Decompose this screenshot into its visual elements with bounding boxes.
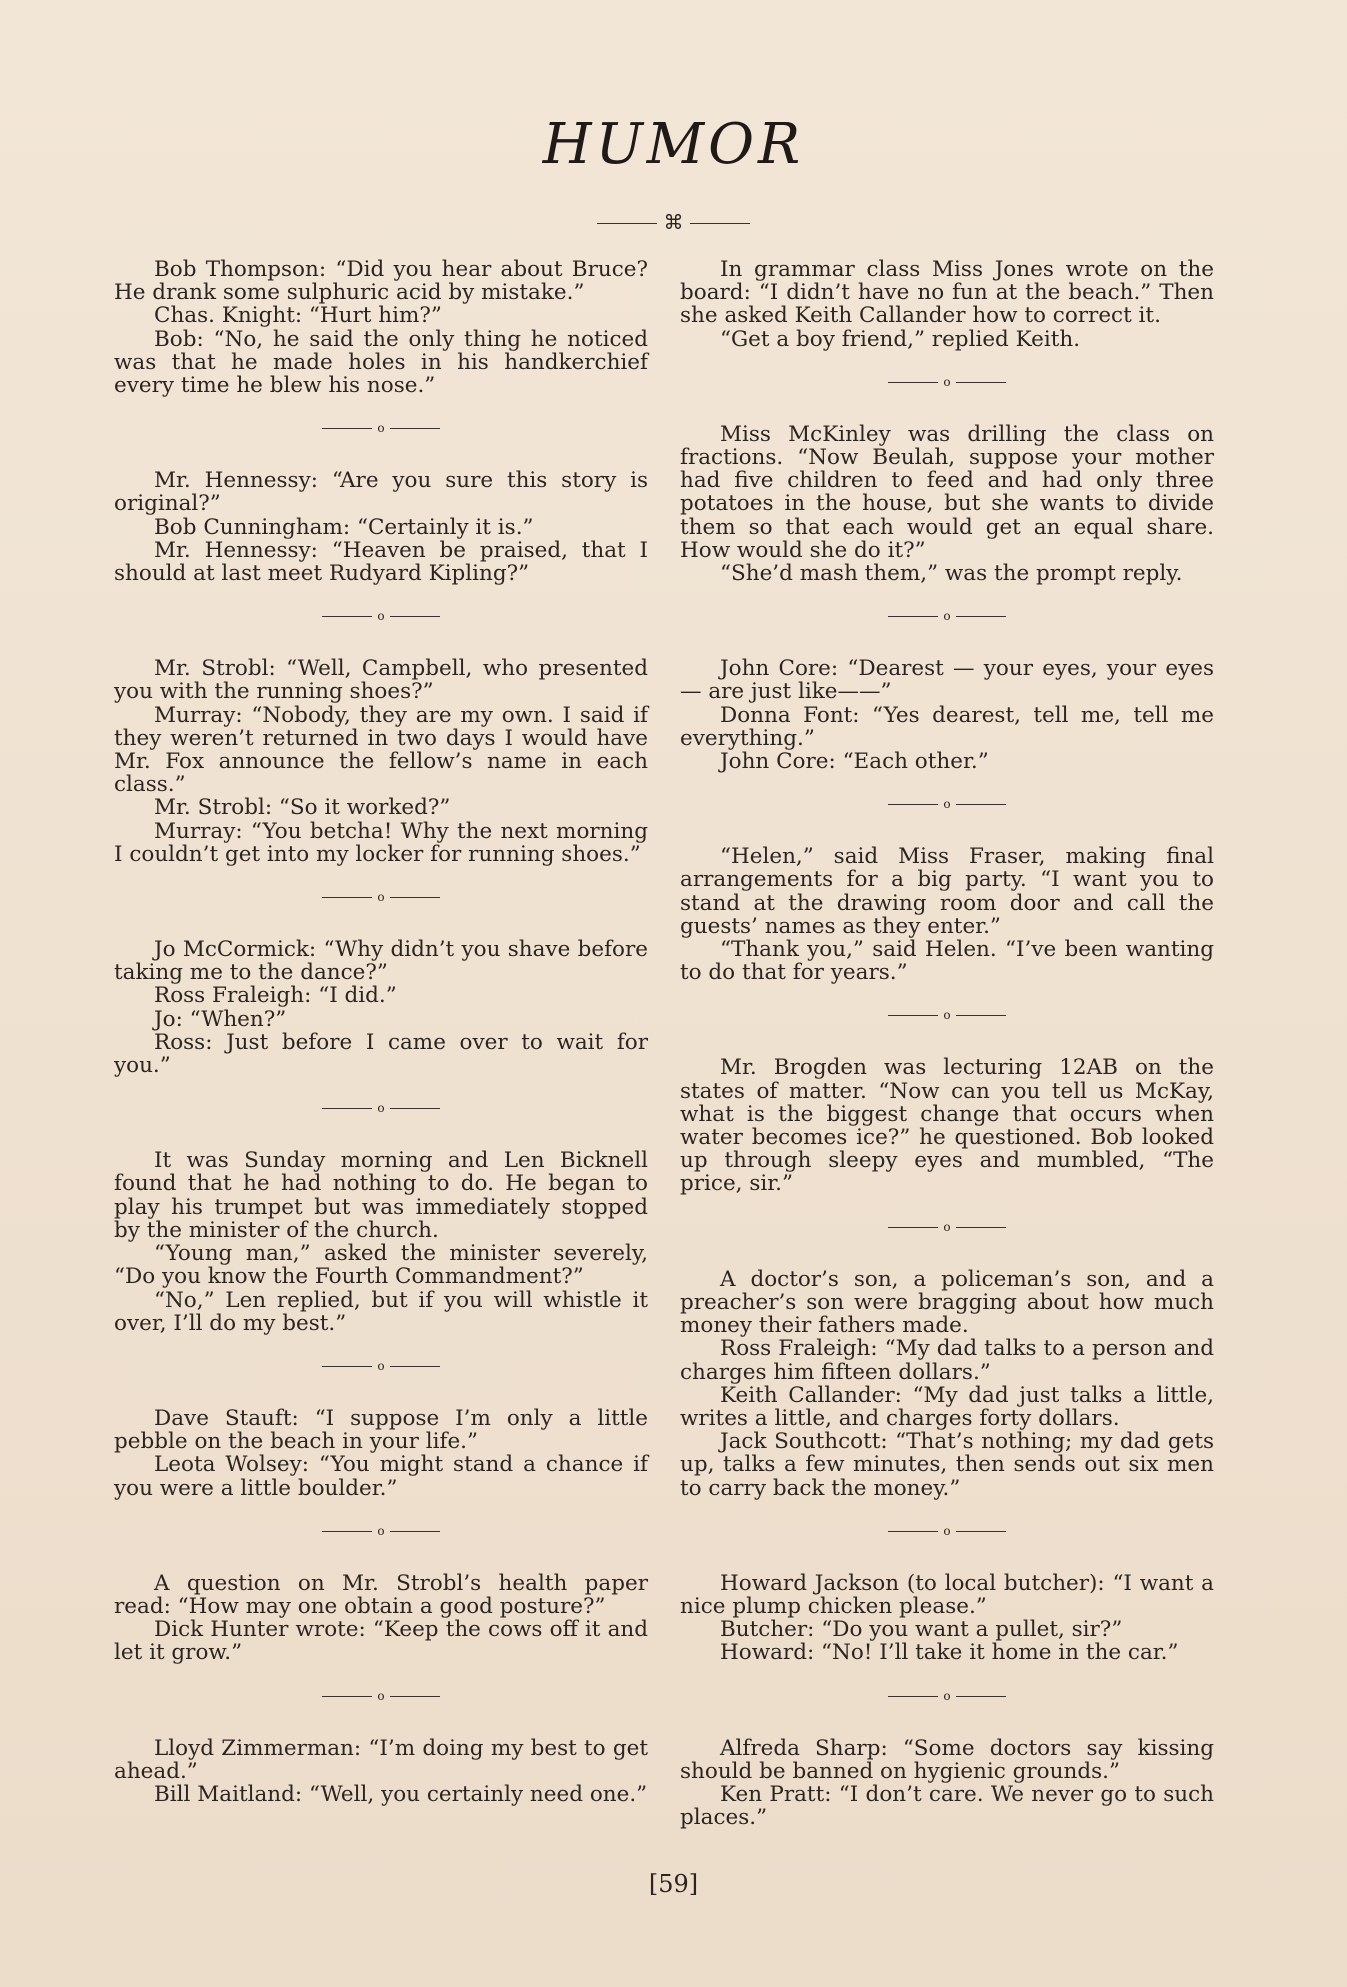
joke-item — [680, 1572, 1214, 1665]
joke-paragraph: “She’d mash them,” was the prompt reply. — [720, 561, 1183, 587]
separator-rule — [888, 616, 938, 617]
separator-rule — [956, 1015, 1006, 1016]
separator-circle: o — [377, 1358, 385, 1373]
separator-circle: o — [377, 890, 385, 905]
page-title: HUMOR — [542, 112, 805, 177]
section-separator — [680, 1689, 1214, 1703]
joke-item — [680, 1056, 1214, 1195]
separator-circle: o — [943, 609, 951, 624]
joke-item — [680, 1268, 1214, 1500]
separator-rule — [888, 1227, 938, 1228]
separator-rule — [390, 1696, 440, 1697]
joke-paragraph: Alfreda Sharp: “Some doctors say kissing should be banned on hygienic grounds.” — [680, 1735, 1214, 1784]
joke-item — [680, 845, 1214, 984]
section-separator — [114, 609, 648, 623]
separator-rule — [888, 382, 938, 383]
separator-rule — [888, 804, 938, 805]
separator-rule — [956, 616, 1006, 617]
joke-item — [114, 1572, 648, 1665]
joke-item — [114, 469, 648, 585]
separator-rule — [956, 382, 1006, 383]
joke-paragraph: Bill Maitland: “Well, you certainly need one.” — [154, 1781, 648, 1807]
joke-paragraph: “Young man,” asked the minister severely, “Do you know the Fourth Commandment?” — [114, 1241, 648, 1290]
separator-rule — [888, 1531, 938, 1532]
separator-circle: o — [943, 1523, 951, 1538]
joke-item — [680, 258, 1214, 351]
title-ornament — [0, 210, 1347, 234]
joke-paragraph: Ross: Just before I came over to wait for you.” — [114, 1029, 648, 1079]
joke-item — [680, 423, 1214, 585]
separator-rule — [956, 1227, 1006, 1228]
joke-item — [680, 657, 1214, 773]
separator-circle: o — [377, 1523, 385, 1538]
right-column — [680, 258, 1214, 1829]
joke-paragraph: Mr. Hennessy: “Are you sure this story is original?” — [114, 468, 648, 517]
separator-rule — [322, 1696, 372, 1697]
joke-paragraph: Dick Hunter wrote: “Keep the cows off it and let it grow.” — [114, 1617, 648, 1666]
separator-rule — [956, 1696, 1006, 1697]
joke-paragraph: “Helen,” said Miss Fraser, making final arrangements for a big party. “I want you to stand at the drawing room door and call the guests’ names as they enter.” — [680, 844, 1214, 939]
separator-circle: o — [377, 609, 385, 624]
section-separator — [114, 1359, 648, 1373]
separator-circle: o — [377, 1101, 385, 1116]
section-separator — [114, 890, 648, 904]
joke-paragraph: Murray: “Nobody, they are my own. I said if they weren’t returned in two days I would have Mr. Fox announce the fellow’s name in each class.” — [114, 702, 648, 798]
separator-circle: o — [943, 374, 951, 389]
joke-paragraph: Miss McKinley was drilling the class on fractions. “Now Beulah, suppose your mother had five children to feed and had only three potatoes in the house, but she wants to divide them so that each would get an equal share. How would she do it?” — [680, 421, 1214, 563]
joke-paragraph: Bob Thompson: “Did you hear about Bruce? He drank some sulphuric acid by mistake.” — [114, 257, 648, 306]
joke-paragraph: “Get a boy friend,” replied Keith. — [720, 326, 1081, 352]
joke-paragraph: Mr. Brogden was lecturing 12AB on the states of matter. “Now can you tell us McKay, what is the biggest change that occurs when water becomes ice?” he questioned. Bob looked up through sleepy eyes and mumbled, “The price, sir.” — [680, 1055, 1214, 1197]
joke-paragraph: Donna Font: “Yes dearest, tell me, tell me everything.” — [680, 702, 1214, 751]
separator-rule — [390, 1108, 440, 1109]
joke-item — [114, 938, 648, 1077]
joke-paragraph: Butcher: “Do you want a pullet, sir?” — [720, 1617, 1123, 1643]
separator-rule — [888, 1015, 938, 1016]
separator-rule — [322, 428, 372, 429]
page-number: [59] — [648, 1870, 699, 1898]
joke-paragraph: Ross Fraleigh: “My dad talks to a person and charges him fifteen dollars.” — [680, 1336, 1214, 1385]
section-separator — [680, 609, 1214, 623]
joke-paragraph: Jack Southcott: “That’s nothing; my dad gets up, talks a few minutes, then sends out six men to carry back the money.” — [680, 1429, 1214, 1501]
joke-paragraph: A doctor’s son, a policeman’s son, and a preacher’s son were bragging about how much money their fathers made. — [680, 1266, 1214, 1339]
separator-rule — [956, 1531, 1006, 1532]
separator-rule — [322, 897, 372, 898]
joke-paragraph: In grammar class Miss Jones wrote on the board: “I didn’t have no fun at the beach.” Then she asked Keith Callander how to correct it. — [680, 257, 1214, 329]
separator-rule — [322, 1366, 372, 1367]
separator-circle: o — [377, 1688, 385, 1703]
separator-circle: o — [377, 421, 385, 436]
joke-item — [114, 258, 648, 397]
joke-item — [680, 1737, 1214, 1830]
joke-paragraph: Ross Fraleigh: “I did.” — [154, 983, 397, 1009]
separator-circle: o — [943, 797, 951, 812]
joke-paragraph: A question on Mr. Strobl’s health paper read: “How may one obtain a good posture?” — [114, 1570, 648, 1619]
joke-paragraph: Bob Cunningham: “Certainly it is.” — [154, 514, 534, 540]
section-separator — [680, 1220, 1214, 1234]
ornament-rule-left — [597, 223, 657, 224]
separator-rule — [390, 897, 440, 898]
separator-rule — [390, 616, 440, 617]
section-separator — [680, 1008, 1214, 1022]
joke-item — [114, 1737, 648, 1807]
joke-paragraph: “Thank you,” said Helen. “I’ve been wanting to do that for years.” — [680, 937, 1214, 986]
section-separator — [114, 1101, 648, 1115]
joke-item — [114, 1407, 648, 1500]
joke-paragraph: Keith Callander: “My dad just talks a little, writes a little, and charges forty dollars. — [680, 1382, 1214, 1431]
separator-rule — [390, 1366, 440, 1367]
section-separator — [680, 375, 1214, 389]
joke-paragraph: It was Sunday morning and Len Bicknell found that he had nothing to do. He began to play his trumpet but was immediately stopped by the minister of the church. — [114, 1148, 648, 1243]
joke-paragraph: Howard: “No! I’ll take it home in the car.” — [720, 1640, 1179, 1666]
separator-rule — [322, 1531, 372, 1532]
section-separator — [114, 421, 648, 435]
separator-circle: o — [943, 1688, 951, 1703]
separator-rule — [888, 1696, 938, 1697]
joke-item — [114, 657, 648, 866]
joke-paragraph: Jo: “When?” — [154, 1006, 287, 1032]
separator-rule — [390, 428, 440, 429]
section-separator — [114, 1524, 648, 1538]
separator-rule — [390, 1531, 440, 1532]
joke-paragraph: Mr. Strobl: “Well, Campbell, who presented you with the running shoes?” — [114, 656, 648, 705]
joke-paragraph: Ken Pratt: “I don’t care. We never go to such places.” — [680, 1781, 1214, 1831]
section-separator — [680, 1524, 1214, 1538]
joke-paragraph: Howard Jackson (to local butcher): “I want a nice plump chicken please.” — [680, 1570, 1214, 1619]
joke-item — [114, 1149, 648, 1335]
joke-paragraph: Chas. Knight: “Hurt him?” — [154, 303, 442, 329]
joke-paragraph: “No,” Len replied, but if you will whistle it over, I’ll do my best.” — [114, 1287, 648, 1336]
joke-paragraph: Murray: “You betcha! Why the next morning I couldn’t get into my locker for running shoes.” — [114, 818, 648, 867]
section-separator — [114, 1689, 648, 1703]
separator-rule — [956, 804, 1006, 805]
ornament-rule-right — [690, 223, 750, 224]
joke-paragraph: Bob: “No, he said the only thing he noticed was that he made holes in his handkerchief every time he blew his nose.” — [114, 326, 648, 399]
joke-paragraph: John Core: “Dearest — your eyes, your eyes — are just like——” — [680, 656, 1214, 705]
ornament-icon: ⌘ — [663, 210, 684, 234]
separator-circle: o — [943, 1008, 951, 1023]
joke-paragraph: Jo McCormick: “Why didn’t you shave before taking me to the dance?” — [114, 937, 648, 986]
separator-rule — [322, 1108, 372, 1109]
joke-paragraph: Lloyd Zimmerman: “I’m doing my best to get ahead.” — [114, 1735, 648, 1784]
joke-paragraph: John Core: “Each other.” — [720, 749, 989, 775]
joke-paragraph: Mr. Strobl: “So it worked?” — [154, 795, 451, 821]
left-column — [114, 258, 648, 1806]
joke-paragraph: Leota Wolsey: “You might stand a chance if you were a little boulder.” — [114, 1452, 648, 1501]
section-separator — [680, 797, 1214, 811]
separator-rule — [322, 616, 372, 617]
joke-paragraph: Mr. Hennessy: “Heaven be praised, that I should at last meet Rudyard Kipling?” — [114, 537, 648, 587]
separator-circle: o — [943, 1219, 951, 1234]
joke-paragraph: Dave Stauft: “I suppose I’m only a little pebble on the beach in your life.” — [114, 1405, 648, 1455]
